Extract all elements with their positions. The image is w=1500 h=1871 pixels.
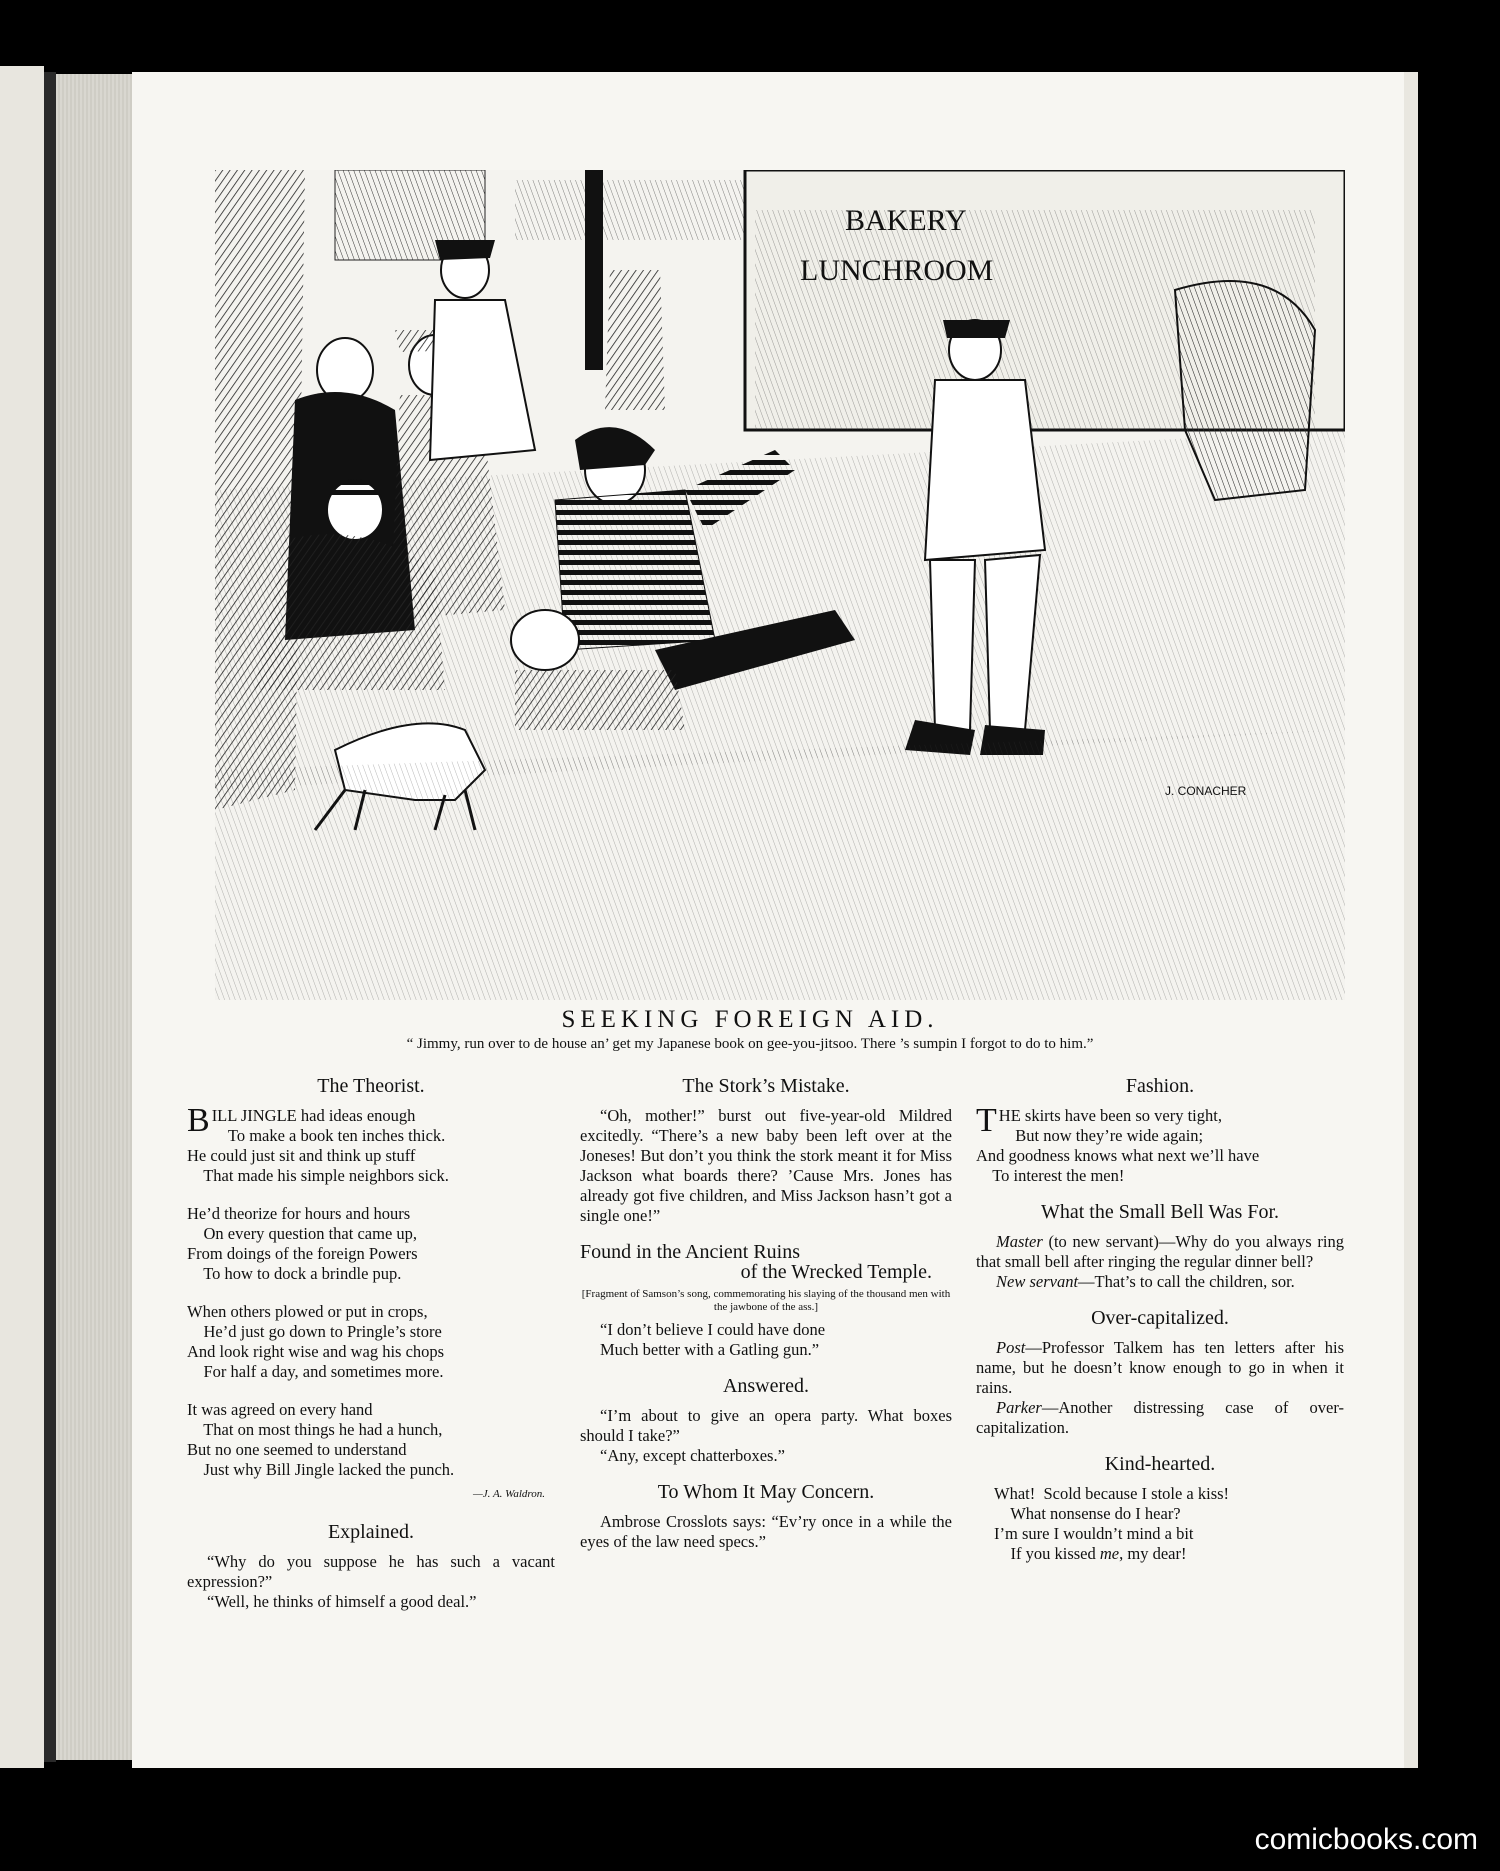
explained-title: Explained. xyxy=(327,1521,415,1543)
drop-cap-t: T xyxy=(976,1102,997,1139)
dialogue-line: “Any, except chatterboxes.” xyxy=(600,1446,785,1465)
cartoon-title: SEEKING FOREIGN AID. xyxy=(561,1006,939,1033)
speaker: Master xyxy=(996,1232,1043,1251)
column-left xyxy=(187,1076,555,1628)
fashion-title: Fashion. xyxy=(1125,1075,1195,1097)
verse-line: What nonsense do I hear? xyxy=(994,1504,1181,1523)
standing-boy-body xyxy=(925,380,1045,560)
verse-line: It was agreed on every hand xyxy=(187,1400,373,1419)
overcap-title: Over-capitalized. xyxy=(1091,1307,1229,1329)
verse-line: But now they’re wide again; xyxy=(998,1126,1204,1145)
verse-line: On every question that came up, xyxy=(187,1224,418,1243)
stork-title: The Stork’s Mistake. xyxy=(682,1075,850,1097)
concern-text: Ambrose Crosslots says: “Ev’ry once in a while the eyes of the law need specs.” xyxy=(580,1512,952,1551)
verse-line: “I don’t believe I could have done xyxy=(600,1320,826,1339)
concern-section xyxy=(580,1482,952,1552)
verse-line: When others plowed or put in crops, xyxy=(187,1302,428,1321)
lunchroom-sign: LUNCHROOM xyxy=(800,254,994,287)
book-spine-left-page xyxy=(0,66,44,1768)
verse-text: , my dear! xyxy=(1119,1544,1187,1563)
verse-line: From doings of the foreign Powers xyxy=(187,1244,418,1263)
verse-line: For half a day, and sometimes more. xyxy=(187,1362,444,1381)
verse-line: HE skirts have been so very tight, xyxy=(998,1106,1222,1125)
artist-signature: J. CONACHER xyxy=(1165,784,1247,798)
binding-cloth xyxy=(56,74,132,1760)
bakery-sign: BAKERY xyxy=(845,204,967,237)
verse-line: And look right wise and wag his chops xyxy=(187,1342,445,1361)
verse-line: That made his simple neighbors sick. xyxy=(187,1166,449,1185)
dialogue-line xyxy=(976,1232,1344,1272)
verse-line: To how to dock a brindle pup. xyxy=(187,1264,402,1283)
drop-cap-b: B xyxy=(187,1102,210,1139)
verse-line: Just why Bill Jingle lacked the punch. xyxy=(187,1460,455,1479)
page-edge xyxy=(1404,72,1418,1768)
kind-title: Kind-hearted. xyxy=(1104,1453,1216,1475)
verse-line: He could just sit and think up stuff xyxy=(187,1146,416,1165)
speaker: Post xyxy=(996,1338,1026,1357)
bell-section xyxy=(976,1202,1344,1292)
dialogue-text: —Another distressing case of over-capitalization. xyxy=(976,1398,1344,1437)
dialogue-line xyxy=(976,1338,1344,1398)
verse-line: He’d theorize for hours and hours xyxy=(187,1204,411,1223)
answered-section xyxy=(580,1376,952,1466)
dialogue-line: “Why do you suppose he has such a vacant expression?” xyxy=(187,1552,555,1591)
explained-section xyxy=(187,1522,555,1612)
cartoon-illustration xyxy=(215,170,1345,1000)
found-title-line2: of the Wrecked Temple. xyxy=(740,1261,932,1283)
theorist-title: The Theorist. xyxy=(317,1075,425,1097)
author-signature: —J. A. Waldron. xyxy=(472,1488,545,1500)
verse-line: To interest the men! xyxy=(976,1166,1125,1185)
answered-title: Answered. xyxy=(722,1375,810,1397)
boy-figure xyxy=(317,338,373,402)
dialogue-text: —That’s to call the children, sor. xyxy=(1078,1272,1295,1291)
speaker: Parker xyxy=(996,1398,1042,1417)
verse-line xyxy=(994,1544,1344,1564)
site-watermark: comicbooks.com xyxy=(1254,1823,1478,1856)
found-section xyxy=(580,1242,952,1360)
verse-line: He’d just go down to Pringle’s store xyxy=(187,1322,442,1341)
dialogue-line xyxy=(976,1272,1344,1292)
verse-line: To make a book ten inches thick. xyxy=(211,1126,446,1145)
verse-line: But no one seemed to understand xyxy=(187,1440,407,1459)
verse-line: That on most things he had a hunch, xyxy=(187,1420,443,1439)
verse-line: And goodness knows what next we’ll have xyxy=(976,1146,1260,1165)
dialogue-line: “I’m about to give an opera party. What boxes should I take?” xyxy=(580,1406,952,1445)
column-middle xyxy=(580,1076,952,1568)
theorist-section xyxy=(187,1076,555,1504)
column-right xyxy=(976,1076,1344,1580)
speaker: New servant xyxy=(996,1272,1079,1291)
verse-line: I’m sure I wouldn’t mind a bit xyxy=(994,1524,1194,1543)
dialogue-line xyxy=(976,1398,1344,1438)
dialogue-text: (to new servant)—Why do you always ring that small bell after ringing the regular dinner bell? xyxy=(976,1232,1344,1271)
overcap-section xyxy=(976,1308,1344,1438)
fashion-section xyxy=(976,1076,1344,1186)
verse-line: ILL JINGLE had ideas enough xyxy=(211,1106,416,1125)
kind-section xyxy=(976,1454,1344,1564)
found-title-line1: Found in the Ancient Ruins xyxy=(580,1241,800,1263)
lamp-post xyxy=(585,170,603,370)
emphasis: me xyxy=(1099,1544,1120,1563)
dialogue-text: —Professor Talkem has ten letters after his name, but he doesn’t know enough to go in when it rains. xyxy=(976,1338,1344,1397)
concern-title: To Whom It May Concern. xyxy=(657,1481,875,1503)
book-gutter xyxy=(44,72,56,1762)
dialogue-line: “Well, he thinks of himself a good deal.” xyxy=(207,1592,477,1611)
bell-title: What the Small Bell Was For. xyxy=(1041,1201,1279,1223)
cartoon-caption: “ Jimmy, run over to de house an’ get my Japanese book on gee-you-jitsoo. There ’s sumpin I forgot to do to him.” xyxy=(406,1036,1094,1052)
distant-man xyxy=(605,270,665,410)
verse-line: What! Scold because I stole a kiss! xyxy=(994,1484,1230,1503)
verse-text: If you kissed xyxy=(994,1544,1100,1563)
verse-line: Much better with a Gatling gun.” xyxy=(600,1340,820,1359)
stork-text: “Oh, mother!” burst out five-year-old Mildred excitedly. “There’s a new baby been left over at the Joneses! But don’t you think the stork meant it for Miss Jackson what boards there? ’Cause Mrs. Jones has already got five children, and Miss Jackson hasn’t got a single one!” xyxy=(580,1106,952,1225)
fallen-boy-head xyxy=(511,610,579,670)
found-note: [Fragment of Samson’s song, commemorating his slaying of the thousand men with the jawbone of the ass.] xyxy=(581,1288,951,1313)
stork-section xyxy=(580,1076,952,1226)
